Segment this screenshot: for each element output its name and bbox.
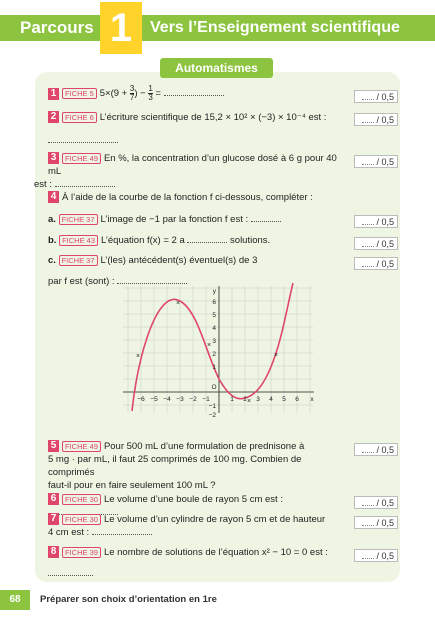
question-3 xyxy=(34,152,348,191)
point-marker: × xyxy=(176,300,181,307)
origin-label: O xyxy=(211,384,217,391)
y-tick-label: 3 xyxy=(212,338,216,345)
question-text: L’écriture scientifique de 15,2 × 10² × (−3) × 10⁻⁴ est : xyxy=(99,112,327,123)
question-text: À l’aide de la courbe de la fonction f ci-dessous, compléter : xyxy=(62,192,313,203)
question-4a xyxy=(48,213,348,226)
fraction: $\frac{1}{3}$ xyxy=(148,84,153,102)
question-7 xyxy=(48,513,348,539)
answer-field[interactable] xyxy=(48,567,93,576)
question-text: L’équation f(x) = 2 a xyxy=(101,235,185,246)
point-marker: × xyxy=(274,352,279,359)
x-tick-label: −1 xyxy=(202,396,210,403)
fiche-tag: FICHE 30 xyxy=(62,494,101,505)
point-marker: × xyxy=(136,353,141,360)
question-number: 5 xyxy=(48,440,59,452)
score-box[interactable]: / 0,5 xyxy=(354,113,398,126)
fiche-tag: FICHE 6 xyxy=(62,112,97,123)
fiche-tag: FICHE 30 xyxy=(62,514,101,525)
y-tick-label: 1 xyxy=(212,364,216,371)
fiche-tag: FICHE 43 xyxy=(59,235,98,246)
point-marker: × xyxy=(247,398,252,405)
question-text: L’(les) antécédent(s) éventuel(s) de 3 xyxy=(100,255,258,266)
x-tick-label: 5 xyxy=(282,396,286,403)
fraction: $\frac{3}{7}$ xyxy=(129,84,135,102)
fiche-tag: FICHE 49 xyxy=(62,153,101,164)
y-tick-label: 2 xyxy=(212,351,216,358)
question-5 xyxy=(48,440,348,492)
answer-field[interactable] xyxy=(55,178,115,187)
x-tick-label: −3 xyxy=(176,396,184,403)
y-tick-label: −2 xyxy=(208,412,216,418)
section-title: Automatismes xyxy=(160,58,273,78)
question-text: par f est (sont) : xyxy=(48,276,115,287)
fiche-tag: FICHE 5 xyxy=(62,88,97,99)
page-number: 68 xyxy=(0,590,30,610)
fiche-tag: FICHE 37 xyxy=(59,214,98,225)
answer-field[interactable] xyxy=(48,134,118,143)
x-tick-label: −6 xyxy=(137,396,145,403)
question-text: = xyxy=(152,88,164,100)
question-text: 5 mg · par mL, il faut 25 comprimés de 100 mg. Combien de comprimés xyxy=(48,454,302,478)
score-box[interactable]: / 0,5 xyxy=(354,257,398,270)
y-tick-label: 6 xyxy=(212,299,216,306)
fiche-tag: FICHE 49 xyxy=(62,441,101,452)
question-text: Le nombre de solutions de l’équation x² − 10 = 0 est : xyxy=(103,547,328,558)
answer-field[interactable] xyxy=(164,87,224,96)
question-text: Pour 500 mL d’une formulation de prednisone à xyxy=(103,441,305,452)
score-box[interactable]: / 0,5 xyxy=(354,496,398,509)
question-number: 3 xyxy=(48,152,59,164)
page-title: Vers l’Enseignement scientifique xyxy=(142,15,435,41)
footer-title: Préparer son choix d’orientation en 1re xyxy=(40,594,217,605)
question-text: est : xyxy=(34,179,52,190)
score-box[interactable]: / 0,5 xyxy=(354,443,398,456)
question-number: 6 xyxy=(48,493,59,505)
fiche-tag: FICHE 39 xyxy=(62,547,101,558)
question-text: L’image de −1 par la fonction f est : xyxy=(100,214,249,225)
y-tick-label: −1 xyxy=(208,403,216,410)
question-8 xyxy=(48,546,348,580)
sub-label: c. xyxy=(48,255,56,266)
question-number: 1 xyxy=(48,88,59,100)
question-text: ) − xyxy=(134,88,149,100)
question-number: 7 xyxy=(48,513,59,525)
answer-field[interactable] xyxy=(187,234,227,243)
x-tick-label: −4 xyxy=(163,396,171,403)
y-tick-label: 4 xyxy=(212,325,216,332)
point-marker: × xyxy=(207,342,212,349)
question-text: solutions. xyxy=(230,235,271,246)
question-text: Le volume d’une boule de rayon 5 cm est : xyxy=(103,494,283,505)
question-2 xyxy=(48,111,348,147)
question-number: 4 xyxy=(48,191,59,203)
question-text: 5×(9 + xyxy=(99,88,130,100)
question-text: faut-il pour en faire seulement 100 mL ? xyxy=(48,480,216,491)
header xyxy=(0,0,435,55)
fiche-tag: FICHE 37 xyxy=(59,255,98,266)
question-text: Le volume d’un cylindre de rayon 5 cm et de hauteur xyxy=(103,514,326,525)
sub-label: b. xyxy=(48,235,57,246)
question-text: 4 cm est : xyxy=(48,527,90,538)
question-1 xyxy=(48,85,348,102)
sub-label: a. xyxy=(48,214,56,225)
question-text: En %, la concentration d’un glucose dosé à 6 g pour 40 mL xyxy=(48,153,337,177)
x-tick-label: 3 xyxy=(256,396,260,403)
x-axis-label: x xyxy=(310,396,314,403)
answer-field[interactable] xyxy=(251,213,281,222)
parcours-number: 1 xyxy=(100,2,142,54)
score-box[interactable]: / 0,5 xyxy=(354,549,398,562)
y-tick-label: 5 xyxy=(212,312,216,319)
answer-field[interactable] xyxy=(92,526,152,535)
y-axis-label: y xyxy=(212,288,216,295)
score-box[interactable]: / 0,5 xyxy=(354,155,398,168)
grid xyxy=(123,286,313,413)
function-graph xyxy=(118,283,318,418)
x-tick-label: 4 xyxy=(269,396,273,403)
question-number: 2 xyxy=(48,111,59,123)
parcours-label: Parcours xyxy=(0,15,100,41)
question-4 xyxy=(48,191,348,204)
score-box[interactable]: / 0,5 xyxy=(354,215,398,228)
score-box[interactable]: / 0,5 xyxy=(354,237,398,250)
x-tick-label: 6 xyxy=(295,396,299,403)
x-tick-label: 2 xyxy=(243,396,247,403)
x-tick-label: −5 xyxy=(150,396,158,403)
x-tick-label: 1 xyxy=(230,396,234,403)
score-box[interactable]: / 0,5 xyxy=(354,90,398,103)
score-box[interactable]: / 0,5 xyxy=(354,516,398,529)
question-number: 8 xyxy=(48,546,59,558)
question-4b xyxy=(48,234,348,247)
x-tick-label: −2 xyxy=(189,396,197,403)
